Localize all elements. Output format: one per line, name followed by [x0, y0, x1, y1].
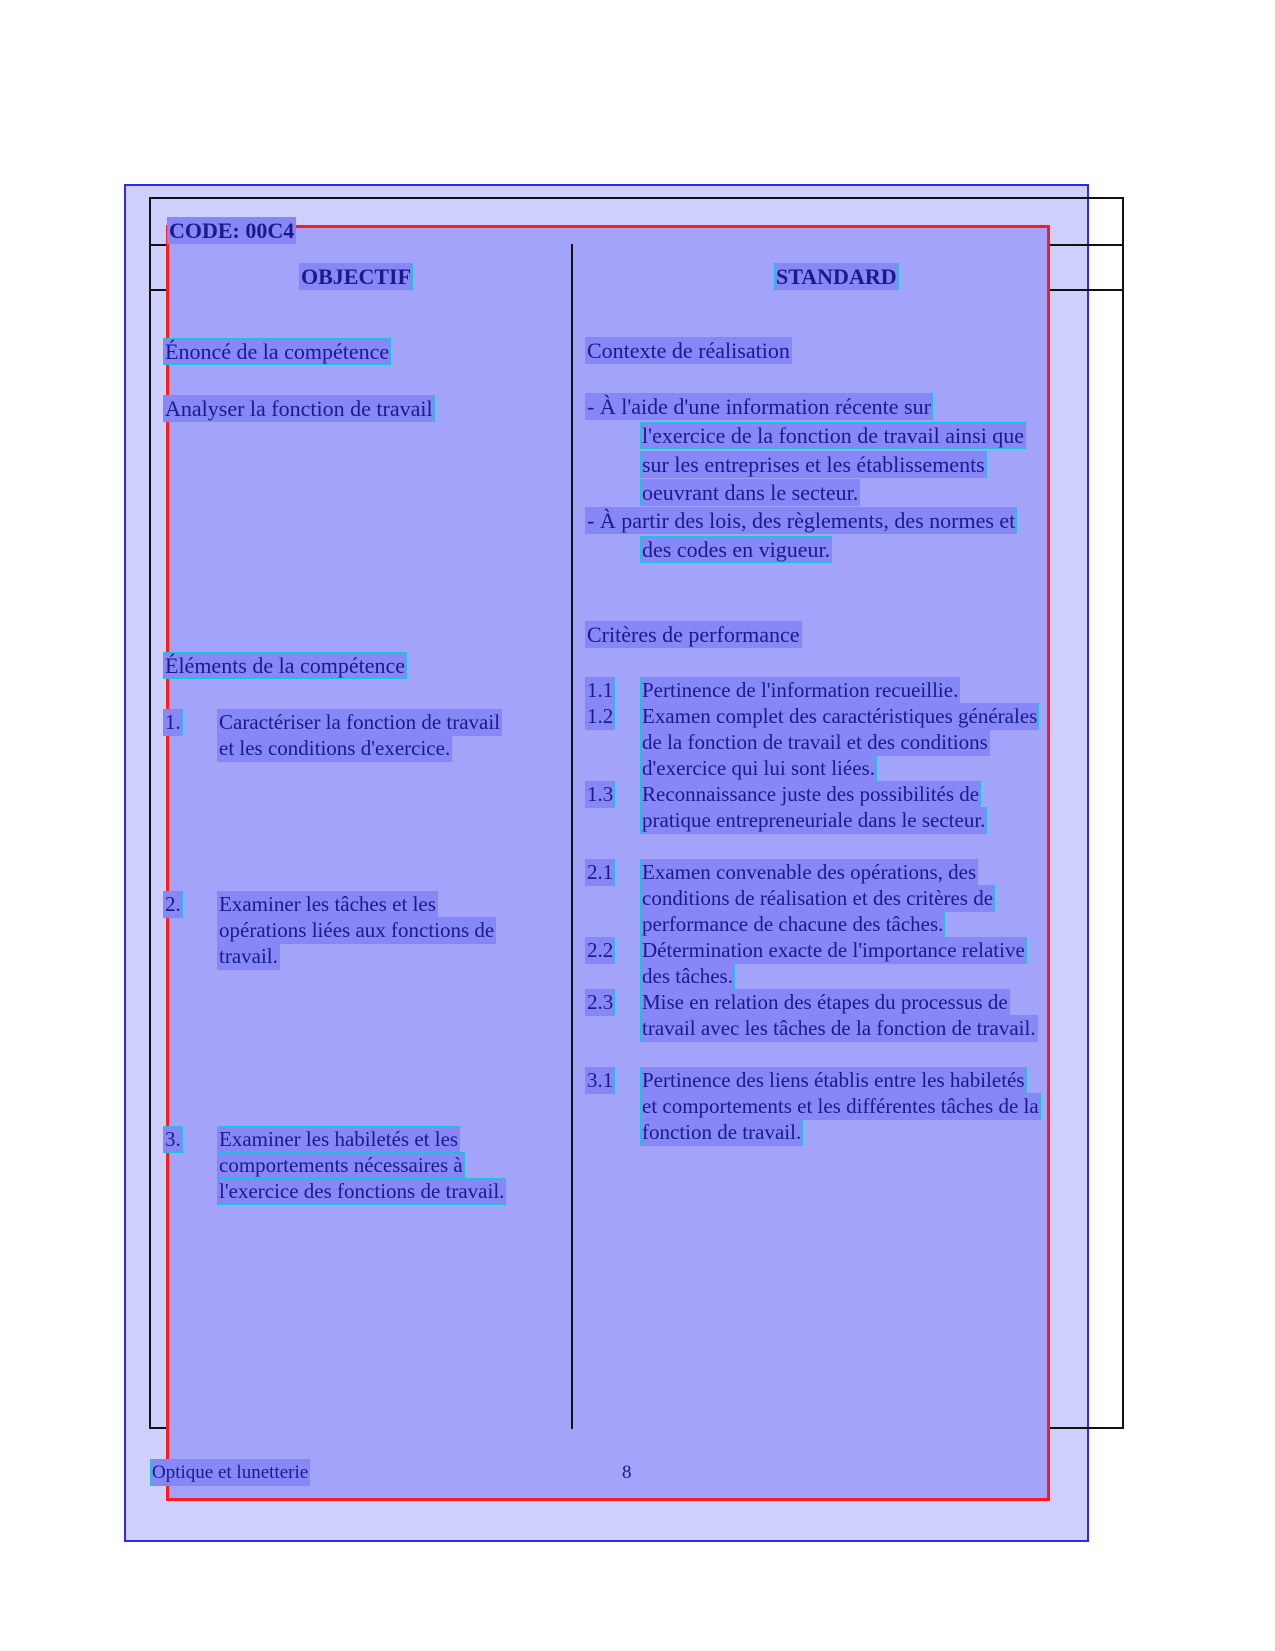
critere-line: Examen convenable des opérations, des	[642, 860, 977, 884]
column-divider	[571, 244, 573, 1429]
element-line: Examiner les tâches et les	[219, 892, 436, 916]
footer-title: Optique et lunetterie	[152, 1462, 309, 1483]
critere-line: de la fonction de travail et des conditions	[642, 730, 988, 754]
critere-line: Reconnaissance juste des possibilités de	[642, 782, 980, 806]
element-line: l'exercice des fonctions de travail.	[219, 1179, 505, 1203]
element-line: Caractériser la fonction de travail	[219, 710, 501, 734]
critere-number: 1.2	[587, 704, 614, 728]
criteres-title: Critères de performance	[587, 622, 800, 647]
contexte-line: - À partir des lois, des règlements, des normes et	[587, 508, 1016, 533]
enonce-title: Énoncé de la compétence	[165, 339, 390, 364]
critere-number: 1.3	[587, 782, 614, 806]
critere-number: 3.1	[587, 1068, 614, 1092]
critere-number: 2.3	[587, 990, 614, 1014]
element-line: Examiner les habiletés et les	[219, 1127, 459, 1151]
critere-line: travail avec les tâches de la fonction de travail.	[642, 1016, 1036, 1040]
contexte-line: - À l'aide d'une information récente sur	[587, 394, 931, 419]
contexte-line: des codes en vigueur.	[642, 537, 831, 562]
code-label: CODE: 00C4	[169, 218, 295, 243]
critere-line: et comportements et les différentes tâches de la	[642, 1094, 1039, 1118]
elements-title: Éléments de la compétence	[165, 653, 406, 678]
contexte-title: Contexte de réalisation	[587, 338, 790, 363]
element-line: comportements nécessaires à	[219, 1153, 463, 1177]
page-number: 8	[622, 1462, 632, 1483]
element-number: 2.	[165, 892, 181, 916]
element-number: 3.	[165, 1127, 181, 1151]
critere-number: 2.2	[587, 938, 614, 962]
critere-line: des tâches.	[642, 964, 733, 988]
critere-number: 2.1	[587, 860, 614, 884]
critere-line: conditions de réalisation et des critères de	[642, 886, 994, 910]
critere-number: 1.1	[587, 678, 614, 702]
critere-line: d'exercice qui lui sont liées.	[642, 756, 875, 780]
critere-line: fonction de travail.	[642, 1120, 802, 1144]
header-objectif: OBJECTIF	[301, 264, 412, 289]
critere-line: pratique entrepreneuriale dans le secteur.	[642, 808, 986, 832]
critere-line: Détermination exacte de l'importance relative	[642, 938, 1025, 962]
critere-line: Pertinence de l'information recueillie.	[642, 678, 959, 702]
element-line: travail.	[219, 944, 278, 968]
critere-line: performance de chacune des tâches.	[642, 912, 944, 936]
critere-line: Examen complet des caractéristiques générales	[642, 704, 1038, 728]
critere-line: Pertinence des liens établis entre les habiletés	[642, 1068, 1025, 1092]
element-number: 1.	[165, 710, 181, 734]
contexte-line: l'exercice de la fonction de travail ainsi que	[642, 423, 1025, 448]
critere-line: Mise en relation des étapes du processus de	[642, 990, 1008, 1014]
element-line: opérations liées aux fonctions de	[219, 918, 495, 942]
header-standard: STANDARD	[776, 264, 897, 289]
contexte-line: oeuvrant dans le secteur.	[642, 480, 859, 505]
element-line: et les conditions d'exercice.	[219, 736, 451, 760]
contexte-line: sur les entreprises et les établissements	[642, 452, 985, 477]
enonce-text: Analyser la fonction de travail	[165, 396, 433, 421]
